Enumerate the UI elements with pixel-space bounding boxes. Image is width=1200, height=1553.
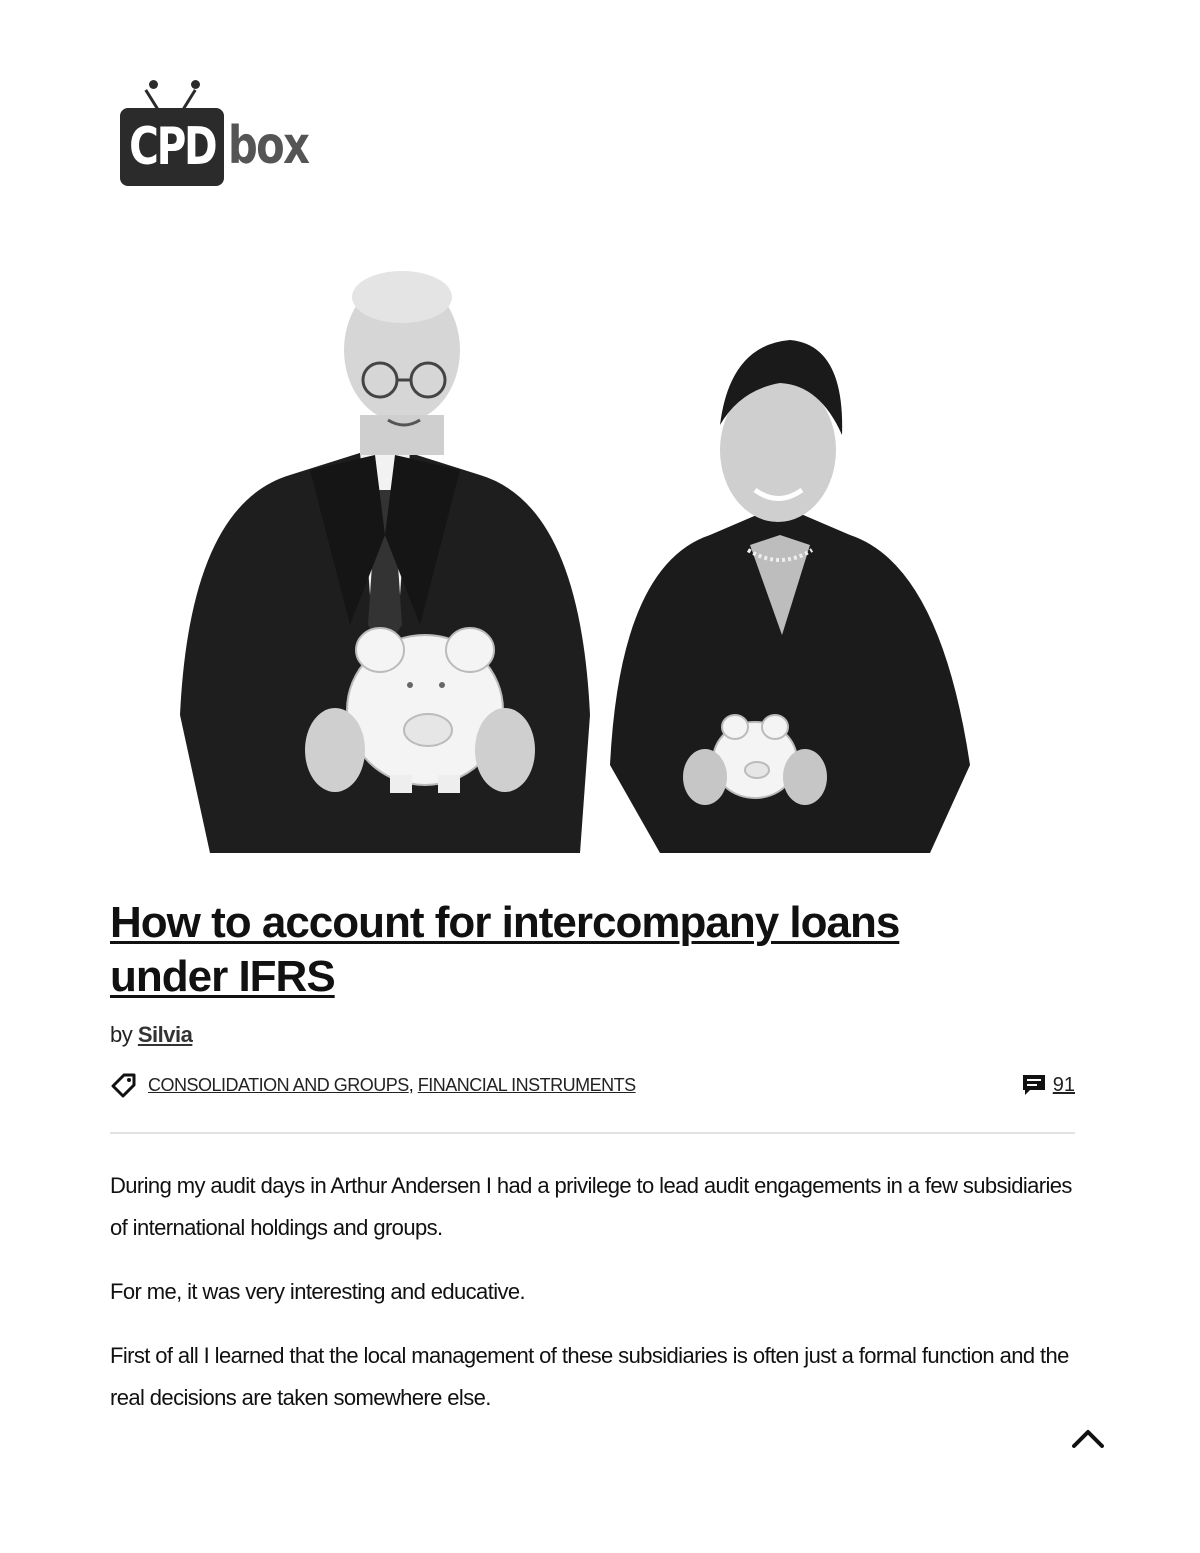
- site-logo[interactable]: [118, 80, 318, 190]
- article-meta: [110, 1070, 1075, 1100]
- byline: [110, 1022, 192, 1048]
- logo-secondary-text: box: [228, 116, 309, 176]
- tag-icon: [110, 1071, 138, 1099]
- article-title: [110, 896, 990, 1004]
- article-body: [110, 1165, 1080, 1441]
- category-link-consolidation[interactable]: CONSOLIDATION AND GROUPS: [148, 1074, 409, 1095]
- byline-prefix: by: [110, 1022, 133, 1047]
- logo-tv-shape: [120, 108, 224, 186]
- comments-link[interactable]: 91: [1052, 1073, 1075, 1096]
- category-link-financial-instruments[interactable]: FINANCIAL INSTRUMENTS: [417, 1074, 636, 1095]
- hero-image: [170, 205, 980, 853]
- comments-count: [1021, 1073, 1075, 1097]
- chevron-up-icon: [1068, 1420, 1108, 1456]
- divider: [110, 1132, 1075, 1134]
- author-link[interactable]: Silvia: [137, 1022, 193, 1047]
- logo-antenna-dot: [149, 80, 158, 89]
- category-list: [148, 1075, 636, 1096]
- paragraph: During my audit days in Arthur Andersen I had a privilege to lead audit engagements in a few subsidiaries of international holdings and groups.: [110, 1173, 1072, 1240]
- category-separator: ,: [408, 1074, 414, 1095]
- hero-illustration: [170, 205, 980, 853]
- logo-antenna-dot: [191, 80, 200, 89]
- scroll-to-top-button[interactable]: [1068, 1420, 1108, 1456]
- logo-primary-text: CPD: [128, 117, 216, 177]
- paragraph: For me, it was very interesting and educative.: [110, 1279, 526, 1304]
- paragraph: First of all I learned that the local management of these subsidiaries is often just a formal function and the real decisions are taken somewhere else.: [110, 1343, 1069, 1410]
- man-figure: [180, 271, 590, 853]
- comment-icon: [1021, 1073, 1047, 1097]
- woman-figure: [610, 340, 970, 853]
- article-title-link[interactable]: How to account for intercompany loans under IFRS: [110, 898, 900, 1001]
